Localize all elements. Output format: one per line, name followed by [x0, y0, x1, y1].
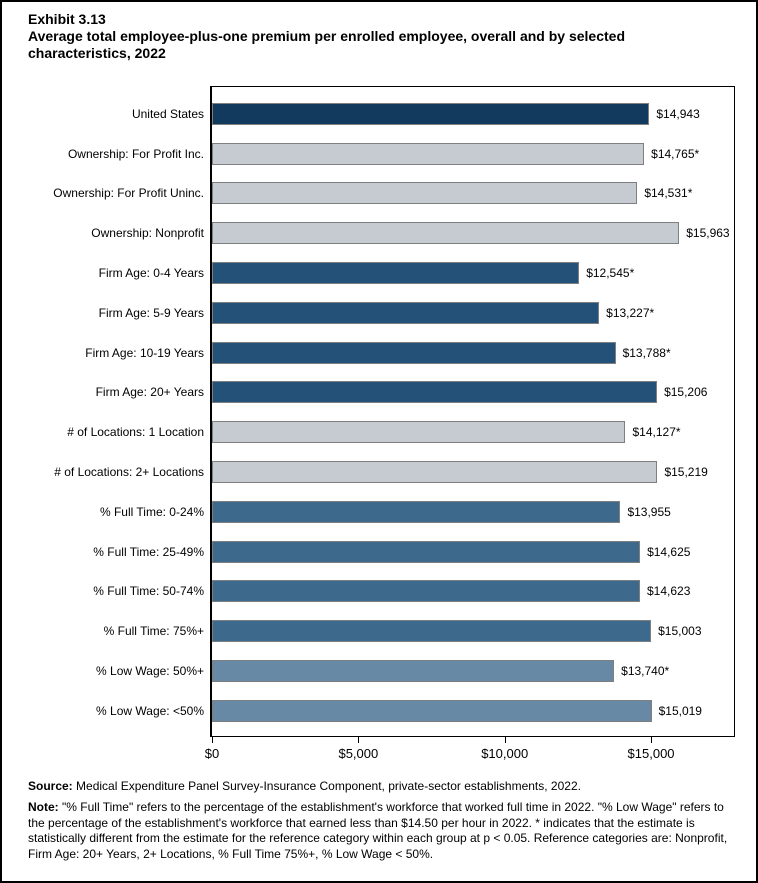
- bar-track: [212, 620, 733, 642]
- source-text: Medical Expenditure Panel Survey-Insurance Component, private-sector establishments, 2022.: [72, 779, 581, 793]
- note-text: "% Full Time" refers to the percentage of the establishment's workforce that worked full time in 2022. "% Low Wage" refers to the percentage of the establishment's workforce that earned less than $14.50 per hour in 2022. * indicates that the estimate is statistically different from the estimate for the reference category within each group at p < 0.05. Reference categories are: Nonprofit, Firm Age: 20+ Years, 2+ Locations, % Full Time 75%+, % Low Wage < 50%.: [28, 800, 728, 861]
- x-axis-tick: [505, 737, 506, 743]
- value-label: $14,623: [647, 584, 691, 599]
- bar-row: [0, 174, 758, 214]
- bar-track: [212, 182, 733, 204]
- bar-track: [212, 461, 733, 483]
- value-label: $14,127*: [632, 425, 681, 440]
- category-label: Ownership: For Profit Inc.: [67, 146, 204, 161]
- x-axis-tick: [212, 737, 213, 743]
- x-axis: [204, 737, 733, 771]
- category-label: % Full Time: 75%+: [103, 624, 204, 639]
- bar-track: [212, 302, 733, 324]
- category-label: Firm Age: 0-4 Years: [98, 266, 204, 281]
- bar-row: [0, 611, 758, 651]
- category-label: % Full Time: 50-74%: [93, 584, 204, 599]
- value-label: $13,740*: [621, 664, 670, 679]
- bar: [212, 580, 640, 602]
- bar: [212, 222, 679, 244]
- source-label: Source:: [28, 779, 73, 793]
- note-label: Note:: [28, 800, 59, 814]
- x-axis-tick: [358, 737, 359, 743]
- bar: [212, 461, 657, 483]
- x-axis-tick-label: $5,000: [338, 746, 379, 761]
- category-label: % Full Time: 0-24%: [99, 504, 204, 519]
- value-label: $14,531*: [644, 186, 693, 201]
- value-label: $13,227*: [606, 305, 655, 320]
- bar-row: [0, 452, 758, 492]
- value-label: $15,206: [664, 385, 708, 400]
- bar: [212, 501, 620, 523]
- value-label: $14,625: [647, 544, 691, 559]
- value-label: $13,955: [627, 504, 671, 519]
- category-label: % Full Time: 25-49%: [93, 544, 204, 559]
- bar: [212, 381, 657, 403]
- title-block: [28, 11, 688, 62]
- value-label: $15,003: [658, 624, 702, 639]
- bar: [212, 103, 649, 125]
- category-label: Ownership: For Profit Uninc.: [53, 186, 204, 201]
- bar: [212, 342, 616, 364]
- bar-track: [212, 342, 733, 364]
- category-label: Firm Age: 10-19 Years: [85, 345, 204, 360]
- x-axis-tick: [651, 737, 652, 743]
- bar-row: [0, 412, 758, 452]
- category-label: Ownership: Nonprofit: [91, 226, 204, 241]
- bar: [212, 620, 651, 642]
- category-label: % Low Wage: 50%+: [96, 664, 204, 679]
- value-label: $14,765*: [651, 146, 700, 161]
- category-label: Firm Age: 5-9 Years: [98, 305, 204, 320]
- bar: [212, 182, 637, 204]
- bar-row: [0, 94, 758, 134]
- value-label: $14,943: [656, 106, 700, 121]
- bar-track: [212, 262, 733, 284]
- bar: [212, 421, 625, 443]
- value-label: $13,788*: [622, 345, 671, 360]
- exhibit-number: Exhibit 3.13: [28, 11, 106, 27]
- bar-row: [0, 691, 758, 731]
- bar: [212, 660, 614, 682]
- methods-note: [28, 800, 742, 862]
- bar-row: [0, 253, 758, 293]
- category-label: Firm Age: 20+ Years: [95, 385, 204, 400]
- bar-row: [0, 333, 758, 373]
- chart-title: Average total employee-plus-one premium per enrolled employee, overall and by selected characteristics, 2022: [28, 28, 626, 61]
- bar-track: [212, 143, 733, 165]
- bar-track: [212, 222, 733, 244]
- bar-track: [212, 660, 733, 682]
- bar-row: [0, 134, 758, 174]
- bar: [212, 302, 599, 324]
- category-label: United States: [131, 106, 204, 121]
- bar: [212, 700, 652, 722]
- source-note: [28, 779, 742, 795]
- value-label: $15,219: [664, 465, 708, 480]
- bar-rows: [0, 94, 758, 731]
- bar-track: [212, 580, 733, 602]
- bar: [212, 541, 640, 563]
- value-label: $15,963: [686, 226, 730, 241]
- bar-row: [0, 213, 758, 253]
- x-axis-tick-label: $10,000: [481, 746, 529, 761]
- bar-row: [0, 373, 758, 413]
- category-label: # of Locations: 2+ Locations: [54, 465, 204, 480]
- bar-track: [212, 421, 733, 443]
- bar-row: [0, 651, 758, 691]
- x-axis-tick-label: $15,000: [627, 746, 675, 761]
- value-label: $15,019: [658, 703, 702, 718]
- bar-track: [212, 501, 733, 523]
- value-label: $12,545*: [586, 266, 635, 281]
- bar-row: [0, 492, 758, 532]
- bar-track: [212, 381, 733, 403]
- bar-track: [212, 700, 733, 722]
- category-label: # of Locations: 1 Location: [67, 425, 204, 440]
- bar: [212, 143, 644, 165]
- bar-row: [0, 532, 758, 572]
- bar-row: [0, 572, 758, 612]
- bar-track: [212, 541, 733, 563]
- x-axis-tick-label: $0: [204, 746, 220, 761]
- bar-row: [0, 293, 758, 333]
- bar-track: [212, 103, 733, 125]
- bar: [212, 262, 579, 284]
- category-label: % Low Wage: <50%: [96, 703, 204, 718]
